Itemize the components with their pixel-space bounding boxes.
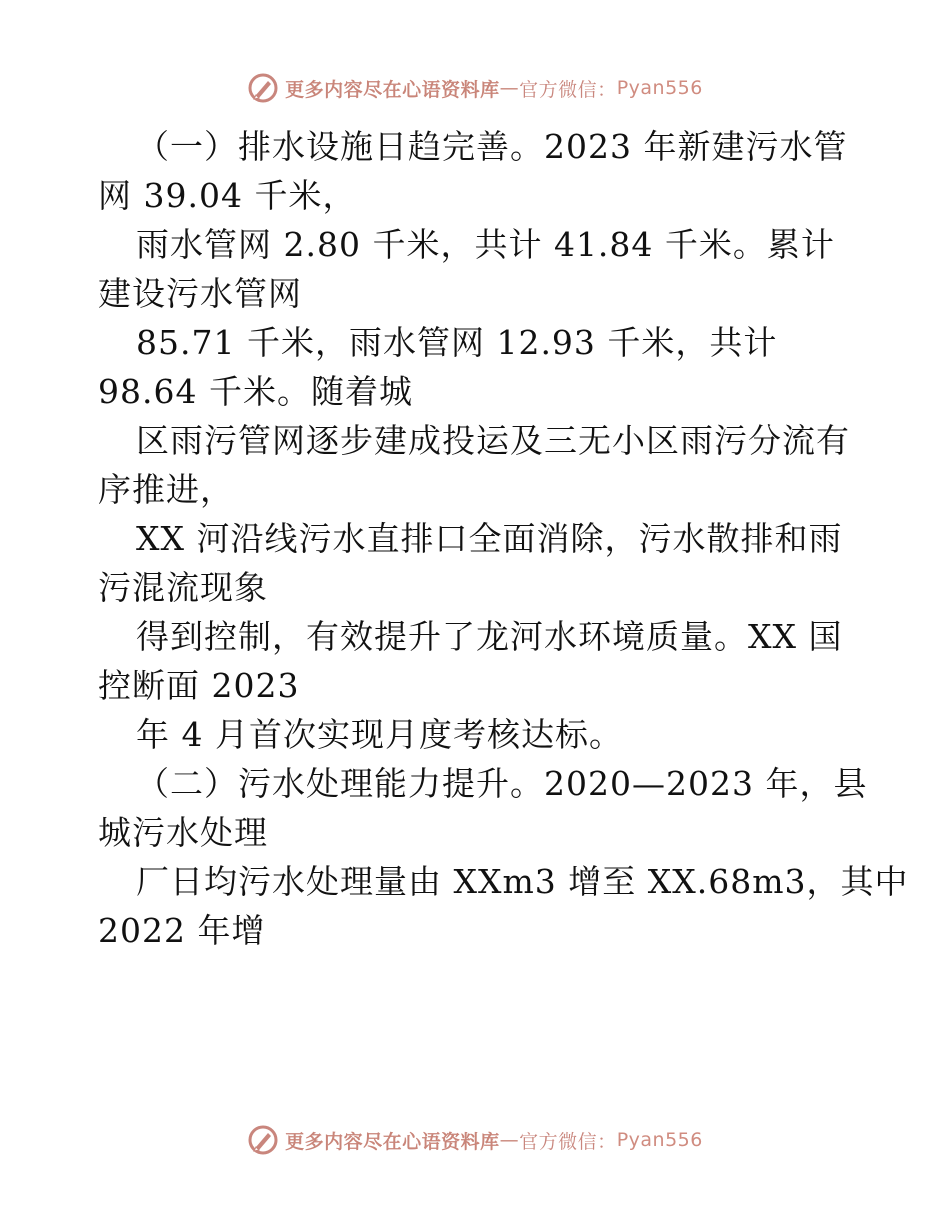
paragraph-line: （一）排水设施日趋完善。2023 年新建污水管	[136, 127, 848, 166]
paragraph-line: 85.71 千米，雨水管网 12.93 千米，共计	[136, 323, 778, 362]
watermark-separator: —	[499, 1129, 520, 1151]
paragraph-line: 厂日均污水处理量由 XXm3 增至 XX.68m3，其中	[136, 862, 909, 901]
paragraph-line: XX 河沿线污水直排口全面消除，污水散排和雨	[136, 519, 843, 558]
paragraph-line: 区雨污管网逐步建成投运及三无小区雨污分流有	[136, 421, 850, 460]
paragraph-line: 年 4 月首次实现月度考核达标。	[136, 715, 623, 754]
pen-seal-icon	[247, 72, 279, 104]
document-body	[98, 122, 909, 955]
paragraph-line: 控断面 2023	[98, 666, 300, 705]
paragraph-line: 雨水管网 2.80 千米，共计 41.84 千米。累计	[136, 225, 835, 264]
paragraph-line: 序推进，	[98, 470, 234, 509]
watermark-main-text: 更多内容尽在心语资料库	[285, 1130, 500, 1153]
paragraph-line: 98.64 千米。随着城	[98, 372, 413, 411]
paragraph-line: 2022 年增	[98, 911, 266, 950]
header-watermark	[0, 72, 950, 104]
watermark-wechat-id: Pyan556	[616, 1129, 703, 1151]
watermark-official-label: 官方微信：	[519, 1130, 617, 1153]
watermark-official-label: 官方微信：	[519, 78, 617, 101]
footer-watermark	[0, 1124, 950, 1156]
paragraph-line: 污混流现象	[98, 568, 268, 607]
paragraph-line: 建设污水管网	[98, 274, 302, 313]
pen-seal-icon	[247, 1124, 279, 1156]
paragraph-line: 网 39.04 千米，	[98, 176, 357, 215]
watermark-separator: —	[499, 77, 520, 99]
watermark-main-text: 更多内容尽在心语资料库	[285, 78, 500, 101]
watermark-wechat-id: Pyan556	[616, 77, 703, 99]
paragraph-line: （二）污水处理能力提升。2020—2023 年，县	[136, 764, 868, 803]
paragraph-line: 得到控制，有效提升了龙河水环境质量。XX 国	[136, 617, 843, 656]
paragraph-line: 城污水处理	[98, 813, 268, 852]
